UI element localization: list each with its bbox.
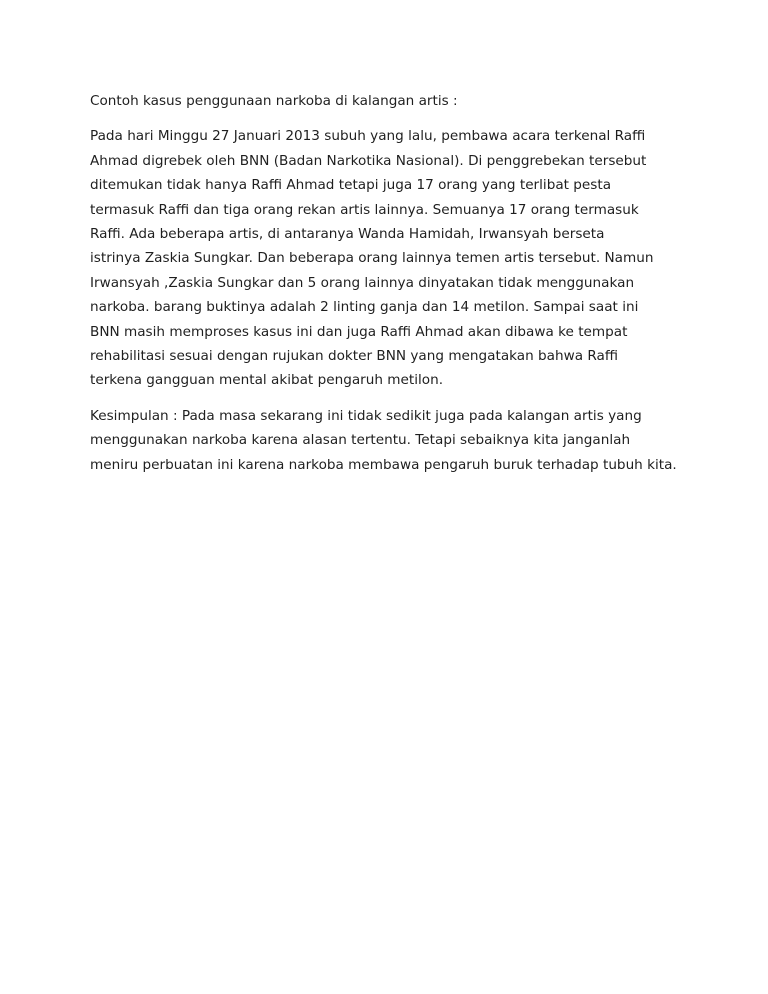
text-line: Raffi. Ada beberapa artis, di antaranya Wanda Hamidah, Irwansyah berseta — [90, 226, 605, 243]
text-line: istrinya Zaskia Sungkar. Dan beberapa orang lainnya temen artis tersebut. Namun — [90, 250, 654, 267]
document-body — [90, 89, 690, 488]
text-line: Irwansyah ,Zaskia Sungkar dan 5 orang lainnya dinyatakan tidak menggunakan — [90, 274, 635, 291]
text-line: Kesimpulan : Pada masa sekarang ini tidak sedikit juga pada kalangan artis yang — [90, 407, 642, 424]
text-line: rehabilitasi sesuai dengan rujukan dokter BNN yang mengatakan bahwa Raffi — [90, 348, 619, 365]
text-line: BNN masih memproses kasus ini dan juga Raffi Ahmad akan dibawa ke tempat — [90, 323, 628, 340]
text-line: Pada hari Minggu 27 Januari 2013 subuh yang lalu, pembawa acara terkenal Raffi — [90, 128, 646, 145]
text-line: narkoba. barang buktinya adalah 2 linting ganja dan 14 metilon. Sampai saat ini — [90, 299, 639, 316]
text-line: terkena gangguan mental akibat pengaruh metilon. — [90, 372, 444, 389]
paragraph-conclusion — [90, 404, 690, 477]
text-line: menggunakan narkoba karena alasan tertentu. Tetapi sebaiknya kita janganlah — [90, 432, 631, 449]
paragraph-case — [90, 124, 690, 392]
text-line: ditemukan tidak hanya Raffi Ahmad tetapi juga 17 orang yang terlibat pesta — [90, 177, 612, 194]
text-line: meniru perbuatan ini karena narkoba membawa pengaruh buruk terhadap tubuh kita. — [90, 456, 677, 473]
text-line: termasuk Raffi dan tiga orang rekan artis lainnya. Semuanya 17 orang termasuk — [90, 201, 639, 218]
document-heading: Contoh kasus penggunaan narkoba di kalangan artis : — [90, 93, 458, 109]
text-line: Ahmad digrebek oleh BNN (Badan Narkotika Nasional). Di penggrebekan tersebut — [90, 152, 647, 169]
